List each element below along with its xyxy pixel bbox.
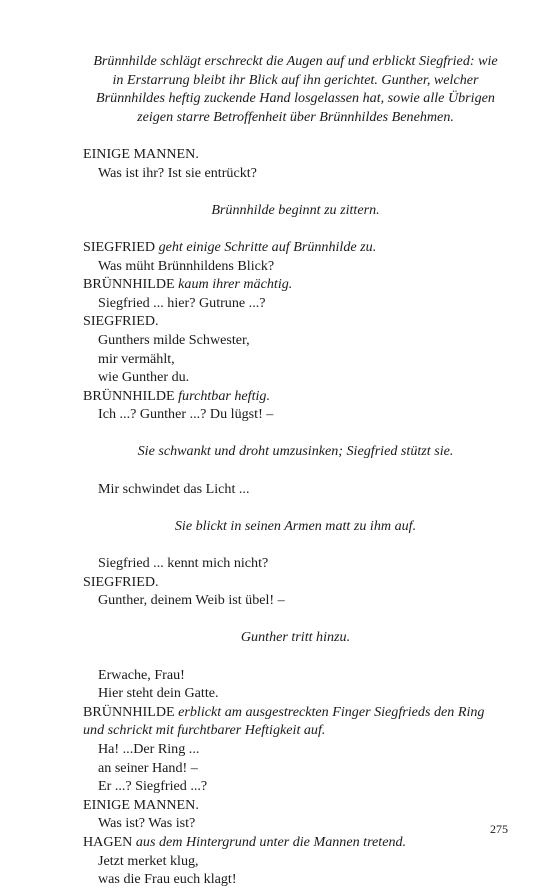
verse-line: Siegfried ... kennt mich nicht? bbox=[98, 555, 269, 572]
direction-line: Brünnhildes heftig zuckende Hand losgelassen hat, sowie alle Übrigen bbox=[96, 90, 495, 107]
verse-line: Siegfried ... hier? Gutrune ...? bbox=[98, 294, 266, 311]
stage-direction: Gunther tritt hinzu. bbox=[240, 629, 351, 646]
speaker-mannen: EINIGE MANNEN. bbox=[83, 145, 199, 162]
speaker-bruennhilde bbox=[83, 387, 508, 406]
speaker-cue: furchtbar heftig. bbox=[178, 387, 271, 404]
stage-direction: Sie schwankt und droht umzusinken; Siegfried stützt sie. bbox=[137, 443, 454, 460]
direction-line: in Erstarrung bleibt ihr Blick auf ihn gerichtet. Gunther, welcher bbox=[112, 71, 479, 88]
verse-line: wie Gunther du. bbox=[98, 369, 190, 386]
verse-line: Erwache, Frau! bbox=[98, 666, 185, 683]
verse-line: Was müht Brünnhildens Blick? bbox=[98, 257, 275, 274]
speaker-name: BRÜNNHILDE bbox=[83, 703, 175, 720]
speaker-siegfried bbox=[83, 238, 508, 257]
verse-line: Gunther, deinem Weib ist übel! – bbox=[98, 592, 285, 609]
speaker-cue: erblickt am ausgestreckten Finger Siegfrieds den Ring bbox=[178, 703, 485, 720]
speaker-name: SIEGFRIED bbox=[83, 238, 156, 255]
page-body bbox=[83, 52, 508, 889]
page-number: 275 bbox=[490, 822, 508, 836]
verse-line: was die Frau euch klagt! bbox=[98, 871, 237, 888]
verse-line: Gunthers milde Schwester, bbox=[98, 331, 250, 348]
speaker-siegfried: SIEGFRIED. bbox=[83, 573, 159, 590]
stage-direction: Sie blickt in seinen Armen matt zu ihm auf. bbox=[174, 517, 417, 534]
speaker-cue: geht einige Schritte auf Brünnhilde zu. bbox=[158, 238, 377, 255]
direction-line: Brünnhilde schlägt erschreckt die Augen auf und erblickt Siegfried: wie bbox=[93, 53, 498, 69]
speaker-cue-continued: und schrickt mit furchtbarer Heftigkeit auf. bbox=[83, 722, 326, 739]
verse-line: Ich ...? Gunther ...? Du lügst! – bbox=[98, 406, 274, 423]
speaker-mannen: EINIGE MANNEN. bbox=[83, 796, 199, 813]
verse-line: mir vermählt, bbox=[98, 350, 175, 367]
verse-line: Was ist ihr? Ist sie entrückt? bbox=[98, 164, 257, 181]
speaker-siegfried: SIEGFRIED. bbox=[83, 313, 159, 330]
direction-line: zeigen starre Betroffenheit über Brünnhildes Benehmen. bbox=[137, 108, 454, 125]
speaker-name: BRÜNNHILDE bbox=[83, 387, 175, 404]
verse-line: Er ...? Siegfried ...? bbox=[98, 778, 208, 795]
verse-line: an seiner Hand! – bbox=[98, 759, 198, 776]
speaker-hagen bbox=[83, 833, 508, 852]
speaker-name: HAGEN bbox=[83, 833, 133, 850]
speaker-bruennhilde bbox=[83, 703, 508, 722]
stage-direction-opening bbox=[83, 52, 508, 126]
verse-line: Was ist? Was ist? bbox=[98, 815, 196, 832]
stage-direction: Brünnhilde beginnt zu zittern. bbox=[211, 201, 380, 218]
verse-line: Jetzt merket klug, bbox=[98, 852, 199, 869]
speaker-cue: kaum ihrer mächtig. bbox=[178, 276, 293, 293]
speaker-name: BRÜNNHILDE bbox=[83, 276, 175, 293]
verse-line: Ha! ...Der Ring ... bbox=[98, 740, 200, 757]
speaker-cue: aus dem Hintergrund unter die Mannen tretend. bbox=[135, 833, 407, 850]
verse-line: Mir schwindet das Licht ... bbox=[98, 480, 250, 497]
speaker-bruennhilde bbox=[83, 275, 508, 294]
verse-line: Hier steht dein Gatte. bbox=[98, 685, 219, 702]
